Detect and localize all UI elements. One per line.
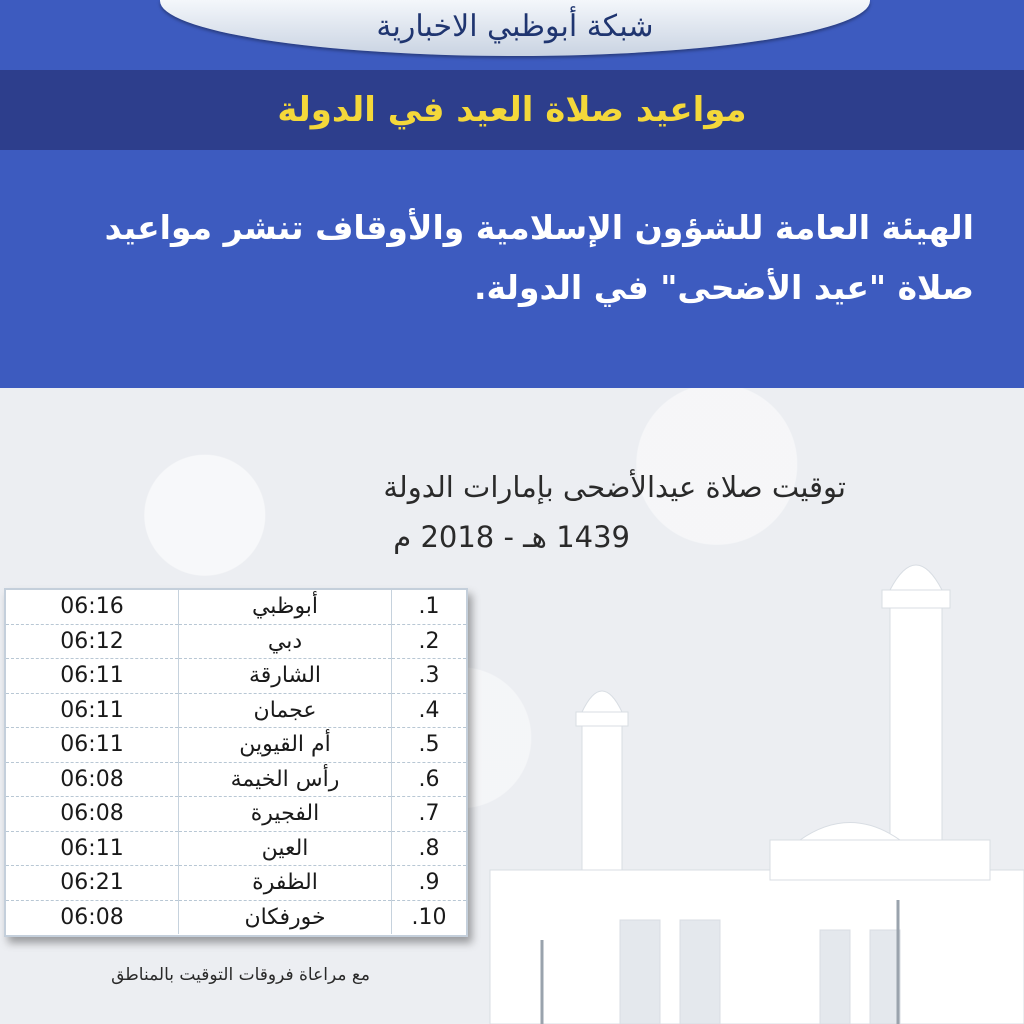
row-number: 4. [392, 693, 467, 728]
row-city: خورفكان [179, 900, 392, 934]
footer-note: مع مراعاة فروقات التوقيت بالمناطق [111, 965, 370, 985]
row-time: 06:11 [6, 659, 179, 694]
table-row [6, 762, 466, 797]
row-time: 06:21 [6, 866, 179, 901]
row-time: 06:11 [6, 693, 179, 728]
row-city: الشارقة [179, 659, 392, 694]
row-city: أم القيوين [179, 728, 392, 763]
row-city: الفجيرة [179, 797, 392, 832]
table-row [6, 624, 466, 659]
prayer-times-table-card [4, 588, 468, 937]
row-number: 7. [392, 797, 467, 832]
network-name: شبكة أبوظبي الاخبارية [376, 8, 654, 44]
table-row [6, 831, 466, 866]
row-time: 06:11 [6, 831, 179, 866]
table-row [6, 797, 466, 832]
table-row [6, 590, 466, 624]
row-number: 2. [392, 624, 467, 659]
row-number: 1. [392, 590, 467, 624]
row-city: دبي [179, 624, 392, 659]
row-number: 9. [392, 866, 467, 901]
title-bar [0, 70, 1024, 150]
table-row [6, 900, 466, 934]
table-row [6, 728, 466, 763]
row-time: 06:08 [6, 900, 179, 934]
mosque-illustration-icon [470, 540, 1024, 1024]
intro-panel [0, 150, 1024, 388]
row-city: العين [179, 831, 392, 866]
row-city: أبوظبي [179, 590, 392, 624]
row-number: 5. [392, 728, 467, 763]
table-row [6, 866, 466, 901]
table-row [6, 693, 466, 728]
row-city: رأس الخيمة [179, 762, 392, 797]
page-title: مواعيد صلاة العيد في الدولة [277, 90, 747, 130]
table-row [6, 659, 466, 694]
row-time: 06:12 [6, 624, 179, 659]
row-number: 6. [392, 762, 467, 797]
row-number: 8. [392, 831, 467, 866]
intro-text: الهيئة العامة للشؤون الإسلامية والأوقاف تنشر مواعيد صلاة "عيد الأضحى" في الدولة. [104, 208, 974, 307]
row-time: 06:08 [6, 762, 179, 797]
row-city: الظفرة [179, 866, 392, 901]
table-year: 1439 هـ - 2018 م [393, 520, 630, 554]
row-time: 06:08 [6, 797, 179, 832]
row-number: 3. [392, 659, 467, 694]
row-time: 06:16 [6, 590, 179, 624]
row-city: عجمان [179, 693, 392, 728]
row-time: 06:11 [6, 728, 179, 763]
prayer-times-table [6, 590, 466, 934]
row-number: 10. [411, 904, 447, 930]
table-heading: توقيت صلاة عيدالأضحى بإمارات الدولة [383, 470, 846, 504]
